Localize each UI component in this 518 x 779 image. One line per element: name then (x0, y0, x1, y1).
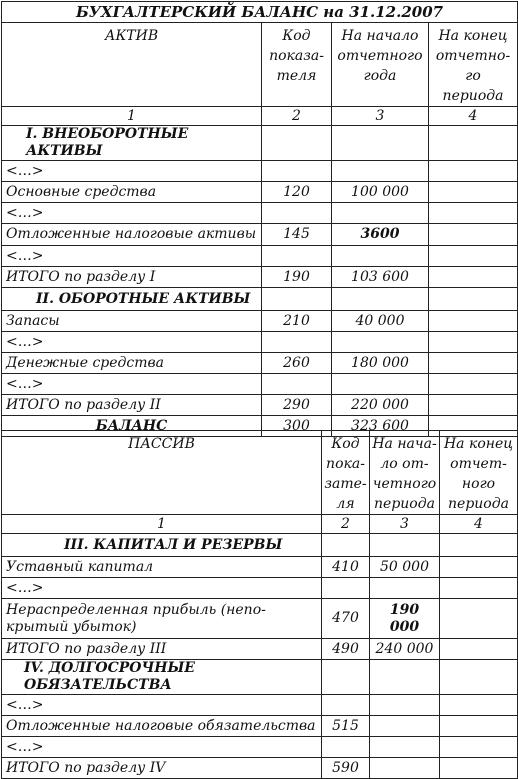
table-row: ИТОГО по разделу III 490 240 000 (2, 639, 518, 660)
row-label: <…> (2, 246, 262, 267)
column-number: 1 (2, 515, 322, 534)
header-code: Код пока- зате- ля (322, 431, 370, 515)
section-heading: IV. ДОЛГОСРОЧНЫЕ ОБЯЗАТЕЛЬСТВА (2, 660, 322, 695)
asset-balance-table (1, 1, 518, 437)
row-label: Основные средства (2, 182, 262, 203)
table-row: ИТОГО по разделу II 290 220 000 (2, 395, 518, 416)
row-label: Нераспределенная прибыль (непо- крытый убыток) (2, 599, 322, 639)
header-period-end: На конец отчетно- го периода (429, 23, 518, 107)
row-label: Уставный капитал (2, 557, 322, 578)
row-label: Отложенные налоговые активы (2, 224, 262, 246)
table-row (2, 161, 518, 182)
column-number: 2 (262, 107, 332, 126)
table-row (2, 695, 518, 716)
column-number: 1 (2, 107, 262, 126)
table-row: Запасы 210 40 000 (2, 311, 518, 332)
column-number: 2 (322, 515, 370, 534)
row-label: Денежные средства (2, 353, 262, 374)
row-label: <…> (2, 695, 322, 716)
header-period-end: На конец отчет- ного периода (440, 431, 518, 515)
table-row: Отложенные налоговые обязательства 515 (2, 716, 518, 737)
table-row (2, 203, 518, 224)
row-label: ИТОГО по разделу III (2, 639, 322, 660)
balance-sheet-title: БУХГАЛТЕРСКИЙ БАЛАНС на 31.12.2007 (2, 2, 518, 23)
table-row: Денежные средства 260 180 000 (2, 353, 518, 374)
row-label: <…> (2, 374, 262, 395)
column-number: 3 (370, 515, 440, 534)
column-number: 3 (332, 107, 429, 126)
row-label: <…> (2, 737, 322, 758)
header-period-start: На начало отчетного года (332, 23, 429, 107)
row-label: <…> (2, 161, 262, 182)
table-row: Уставный капитал 410 50 000 (2, 557, 518, 578)
column-number: 4 (440, 515, 518, 534)
liability-balance-table (1, 430, 518, 779)
column-number: 4 (429, 107, 518, 126)
table-row: Отложенные налоговые активы 145 3600 (2, 224, 518, 246)
row-label: Запасы (2, 311, 262, 332)
table-row (2, 737, 518, 758)
row-label: <…> (2, 332, 262, 353)
row-label: <…> (2, 578, 322, 599)
header-code: Код показа- теля (262, 23, 332, 107)
section-heading: II. ОБОРОТНЫЕ АКТИВЫ (2, 288, 262, 311)
header-liabilities: ПАССИВ (2, 431, 322, 515)
table-row: БАЛАНС 300 323 600 (2, 416, 518, 437)
row-label: <…> (2, 203, 262, 224)
row-label: ИТОГО по разделу IV (2, 758, 322, 779)
section-heading: I. ВНЕОБОРОТНЫЕ АКТИВЫ (2, 126, 262, 161)
row-label: ИТОГО по разделу II (2, 395, 262, 416)
balance-total-label: БАЛАНС (2, 416, 262, 437)
table-row: Основные средства 120 100 000 (2, 182, 518, 203)
table-row: ИТОГО по разделу IV 590 (2, 758, 518, 779)
table-row: Нераспределенная прибыль (непо- крытый убыток) 470 190 000 (2, 599, 518, 639)
section-heading: III. КАПИТАЛ И РЕЗЕРВЫ (2, 534, 322, 557)
header-period-start: На нача- ло от- четного периода (370, 431, 440, 515)
row-label: Отложенные налоговые обязательства (2, 716, 322, 737)
row-label: ИТОГО по разделу I (2, 267, 262, 288)
table-row (2, 332, 518, 353)
table-row: ИТОГО по разделу I 190 103 600 (2, 267, 518, 288)
table-row (2, 578, 518, 599)
header-assets: АКТИВ (2, 23, 262, 107)
table-row (2, 246, 518, 267)
table-row (2, 374, 518, 395)
